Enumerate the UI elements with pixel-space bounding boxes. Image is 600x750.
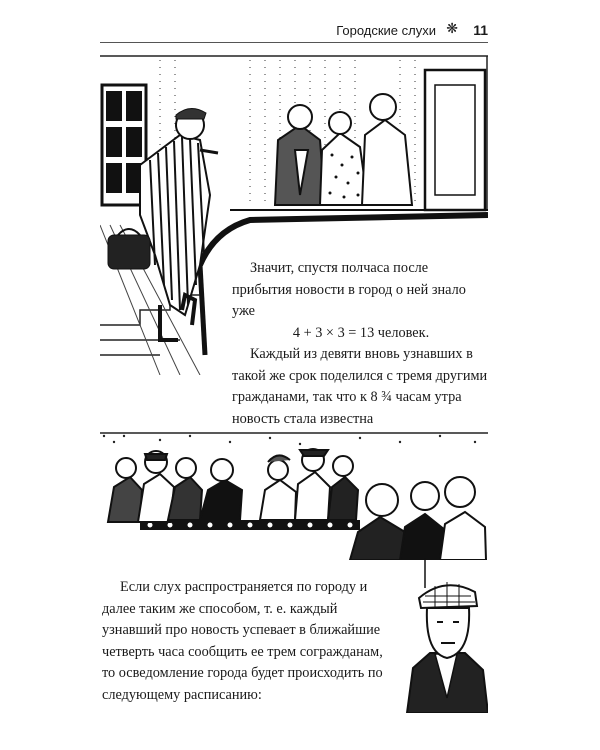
man-in-cap-portrait-icon: [405, 558, 488, 713]
section-title: Городские слухи: [336, 23, 436, 38]
paragraph-1: Значит, спустя полчаса после прибытия новости в город о ней знало уже: [232, 260, 466, 319]
page-number: 11: [473, 22, 488, 38]
paragraph-2: Каждый из девяти вновь узнавших в такой же срок поделился с тремя другими гражданами, так что к 8 ¾ часам утра новость стала известна: [232, 346, 488, 427]
crowd-of-townspeople-gossiping-icon: [100, 432, 488, 560]
paragraph-3: Если слух распространяется по городу и далее таким же способом, т. е. каждый узнавший про новость успевает в ближайшие четверть часа сообщить ее трем согражданам, то осведомление города будет происходить по следующему расписанию:: [102, 579, 383, 703]
text-block-upper: [232, 258, 490, 452]
formula-1: 4 + 3 × 3 = 13 человек.: [292, 324, 430, 341]
running-header: [100, 22, 488, 43]
ornament-icon: ❋: [446, 22, 458, 37]
text-block-lower: [102, 577, 398, 706]
